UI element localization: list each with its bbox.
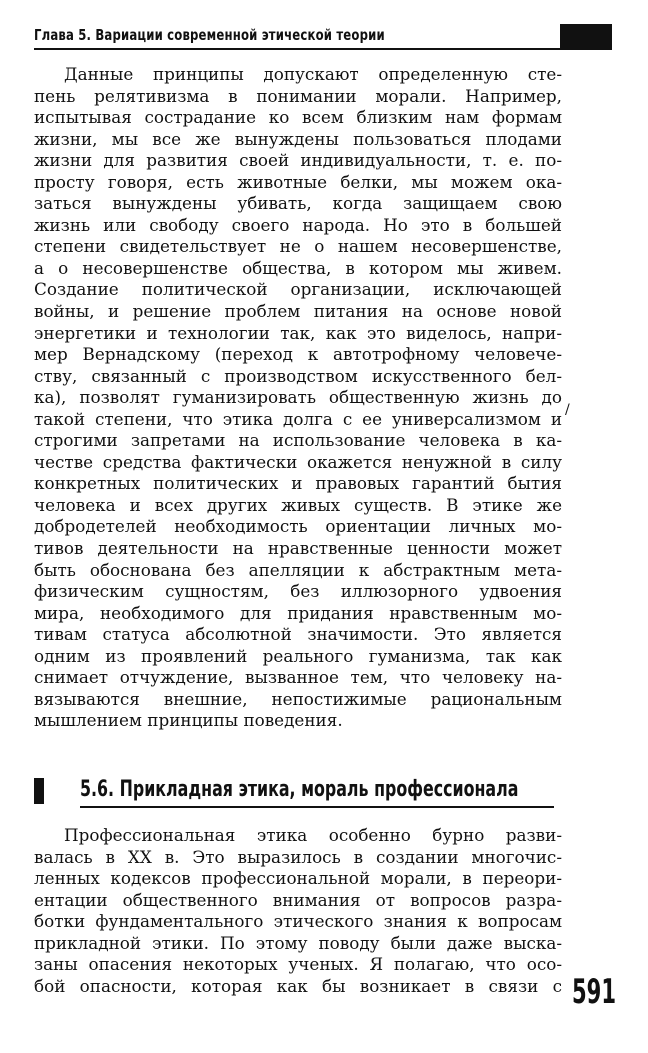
text-line: ка), позволят гуманизировать общественную жизнь до <box>34 387 562 408</box>
paragraph-2 <box>34 825 562 997</box>
text-line: жизни, мы все же вынуждены пользоваться плодами <box>34 128 562 149</box>
running-title: Глава 5. Вариации современной этической теории <box>34 26 385 44</box>
text-line: физическим сущностям, без иллюзорного удвоения <box>34 581 562 602</box>
header-rule <box>34 48 612 50</box>
text-line: человека и всех других живых существ. В этике же <box>34 494 562 515</box>
text-line: ботки фундаментального этического знания к вопросам <box>34 911 562 932</box>
text-line: заны опасения некоторых ученых. Я полагаю, что осо- <box>34 954 562 975</box>
text-line: одним из проявлений реального гуманизма, так как <box>34 645 562 666</box>
text-line: жизнь или свободу своего народа. Но это в большей <box>34 214 562 235</box>
text-line: ентации общественного внимания от вопросов разра- <box>34 889 562 910</box>
text-line: жизни для развития своей индивидуальности, т. е. по- <box>34 150 562 171</box>
text-line: строгими запретами на использование человека в ка- <box>34 430 562 451</box>
header-block <box>560 24 612 50</box>
text-line: Данные принципы допускают определенную сте- <box>64 64 562 84</box>
text-line: энергетики и технологии так, как это виделось, напри- <box>34 322 562 343</box>
text-line: добродетелей необходимость ориентации личных мо- <box>34 516 562 537</box>
text-line: такой степени, что этика долга с ее универсализмом и <box>34 408 562 429</box>
text-line: вязываются внешние, непостижимые рациональным <box>34 688 562 709</box>
page-number: 591 <box>572 972 617 1012</box>
text-line: снимает отчуждение, вызванное тем, что человеку на- <box>34 667 562 688</box>
text-line: Создание политической организации, исключающей <box>34 279 562 300</box>
text-line: мер Вернадскому (переход к автотрофному человече- <box>34 344 562 365</box>
section-marker <box>34 778 44 804</box>
text-line: конкретных политических и правовых гарантий бытия <box>34 473 562 494</box>
text-line: тивам статуса абсолютной значимости. Это является <box>34 624 562 645</box>
paragraph-1 <box>34 64 562 732</box>
running-header <box>34 24 612 50</box>
text-line: просту говоря, есть животные белки, мы можем ока- <box>34 171 562 192</box>
text-line: заться вынуждены убивать, когда защищаем свою <box>34 193 562 214</box>
text-line: быть обоснована без апелляции к абстрактным мета- <box>34 559 562 580</box>
text-line: тивов деятельности на нравственные ценности может <box>34 538 562 559</box>
text-line: ленных кодексов профессиональной морали, в переори- <box>34 868 562 889</box>
section-rule <box>80 806 554 808</box>
text-line: честве средства фактически окажется ненужной в силу <box>34 451 562 472</box>
text-line: степени свидетельствует не о нашем несовершенстве, <box>34 236 562 257</box>
text-line: бой опасности, которая как бы возникает в связи с <box>34 975 562 996</box>
text-line: мышлением принципы поведения. <box>34 710 343 731</box>
text-line: войны, и решение проблем питания на основе новой <box>34 301 562 322</box>
margin-mark: / <box>565 402 570 418</box>
text-line: ству, связанный с производством искусственного бел- <box>34 365 562 386</box>
text-line: пень релятивизма в понимании морали. Например, <box>34 85 562 106</box>
text-line: а о несовершенстве общества, в котором мы живем. <box>34 257 562 278</box>
text-line: Профессиональная этика особенно бурно разви- <box>64 825 562 845</box>
text-line: испытывая сострадание ко всем близким нам формам <box>34 107 562 128</box>
text-line: прикладной этики. По этому поводу были даже выска- <box>34 932 562 953</box>
section-heading: 5.6. Прикладная этика, мораль профессионала <box>80 777 519 802</box>
section-heading-block <box>34 776 530 806</box>
text-line: валась в XX в. Это выразилось в создании многочис- <box>34 846 562 867</box>
text-line: мира, необходимого для придания нравственным мо- <box>34 602 562 623</box>
